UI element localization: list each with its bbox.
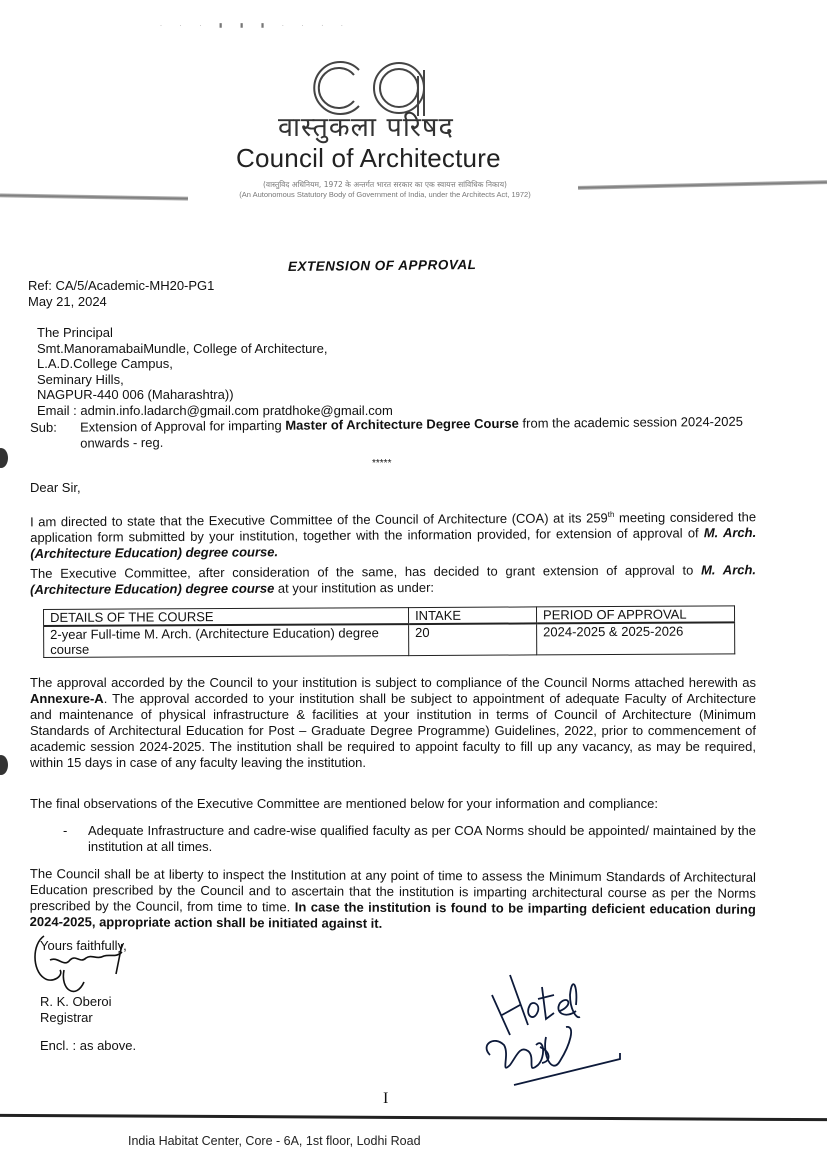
footer-rule [0,1114,827,1121]
addressee-line: The Principal [37,325,113,340]
punch-hole-mark [0,755,8,775]
addressee-line: L.A.D.College Campus, [37,356,173,372]
scan-artifact-marks: · · · ▮ ▮ ▮ · · · · [160,23,351,29]
separator: ***** [372,458,392,469]
signatory-title: Registrar [40,1010,93,1025]
para1-text-mid: meeting considered the application form submitted by your institution, together with the information provided, for extension of approval of [30,509,757,546]
para5-text: The Council shall be at liberty to inspect the Institution at any point of time to assess the Minimum Standards of Architectural Education prescribed by the Council and to ascertain that the institution is imparting architectural course as per the Norms prescribed by the Council, from time to time. [29,866,756,915]
column-header: PERIOD OF APPROVAL [536,606,734,624]
closing: Yours faithfully, [40,938,127,953]
paragraph-2 [30,562,756,598]
course-name-emphasis: M. Arch. (Architecture Education) degree course [30,562,757,597]
column-header: INTAKE [408,607,536,624]
warning-statement: In case the institution is found to be imparting deficient education during 2024-2025, appropriate action shall be initiated against it. [29,899,756,931]
org-name-hindi: वास्तुकला परिषद [278,112,454,143]
document-title: EXTENSION OF APPROVAL [287,257,477,274]
signatory-name: R. K. Oberoi [40,994,112,1009]
paragraph-1 [30,506,756,562]
addressee-block [37,325,393,419]
subject-course: Master of Architecture Degree Course [285,415,519,433]
paragraph-4: The final observations of the Executive Committee are mentioned below for your information and compliance: [30,796,658,811]
punch-hole-mark [0,448,8,468]
observation-bullet: - [63,823,68,838]
table-row [44,622,735,657]
approval-period-cell: 2024-2025 & 2025-2026 [537,622,735,655]
addressee-line: Smt.ManoramabaiMundle, College of Architecture, [37,340,328,356]
subject-text [80,413,790,451]
subject-post: from the academic session 2024-2025 onwards - reg. [80,413,743,451]
column-header: DETAILS OF THE COURSE [44,608,409,626]
salutation: Dear Sir, [30,480,81,495]
enclosure-note: Encl. : as above. [40,1038,137,1053]
reference-block [28,278,214,310]
paragraph-3 [30,675,756,771]
intake-cell: 20 [409,623,537,655]
footer-address: India Habitat Center, Core - 6A, 1st floor, Lodhi Road [128,1134,421,1148]
org-name: Council of Architecture [236,143,501,173]
course-approval-table [43,605,735,658]
signature-block [40,938,136,1054]
para2-text: The Executive Committee, after consideration of the same, has decided to grant extension of approval to [30,562,702,581]
addressee-email: Email : admin.info.ladarch@gmail.com pratdhoke@gmail.com [37,402,393,418]
letterhead-rule-right [578,180,827,190]
addressee-line: Seminary Hills, [37,371,124,387]
ordinal-suffix: th [607,509,615,519]
course-name-emphasis: M. Arch. (Architecture Education) degree course. [30,525,757,562]
addressee-line: NAGPUR-440 006 (Maharashtra)) [37,387,234,403]
course-details-cell: 2-year Full-time M. Arch. (Architecture Education) degree course [44,624,409,657]
annexure-reference: Annexure-A [30,691,104,706]
para1-text: I am directed to state that the Executive Committee of the Council of Architecture (COA) at its 259 [30,510,608,530]
para2-text-post: at your institution as under: [274,579,435,596]
page-number: I [383,1090,389,1107]
org-subtitle [190,180,580,200]
paragraph-5 [30,866,756,934]
para3-text-post: . The approval accorded to your institution shall be subject to appointment of adequate Faculty of Architecture and maintenance of physical infrastructure & facilities at your institution in terms of Council of Architecture (Minimum Standards of Architectural Education for Post – Graduate Degree Programme) Guidelines, 2022, prior to commencement of academic session 2024-2025. The institution shall be required to appoint faculty to fill up any vacancy, as may be required, within 15 days in case of any faculty leaving the institution. [30,691,756,770]
letter-date: May 21, 2024 [28,294,107,309]
org-subtitle-english: (An Autonomous Statutory Body of Government of India, under the Architects Act, 1972) [239,190,531,199]
subject-pre: Extension of Approval for imparting [79,417,286,435]
para3-text: The approval accorded by the Council to your institution is subject to compliance of the Council Norms attached herewith as [30,675,756,690]
org-subtitle-hindi: (वास्तुविद अधिनियम, 1972 के अन्तर्गत भारत सरकार का एक स्वायत्त सांविधिक निकाय) [263,180,507,189]
noted-handwritten-signature-icon [480,965,630,1090]
observation-text: Adequate Infrastructure and cadre-wise qualified faculty as per COA Norms should be appointed/ maintained by the institution at all times. [88,823,756,854]
letterhead-rule-left [0,193,188,200]
subject-label: Sub: [30,419,57,435]
reference-number: Ref: CA/5/Academic-MH20-PG1 [28,278,215,293]
